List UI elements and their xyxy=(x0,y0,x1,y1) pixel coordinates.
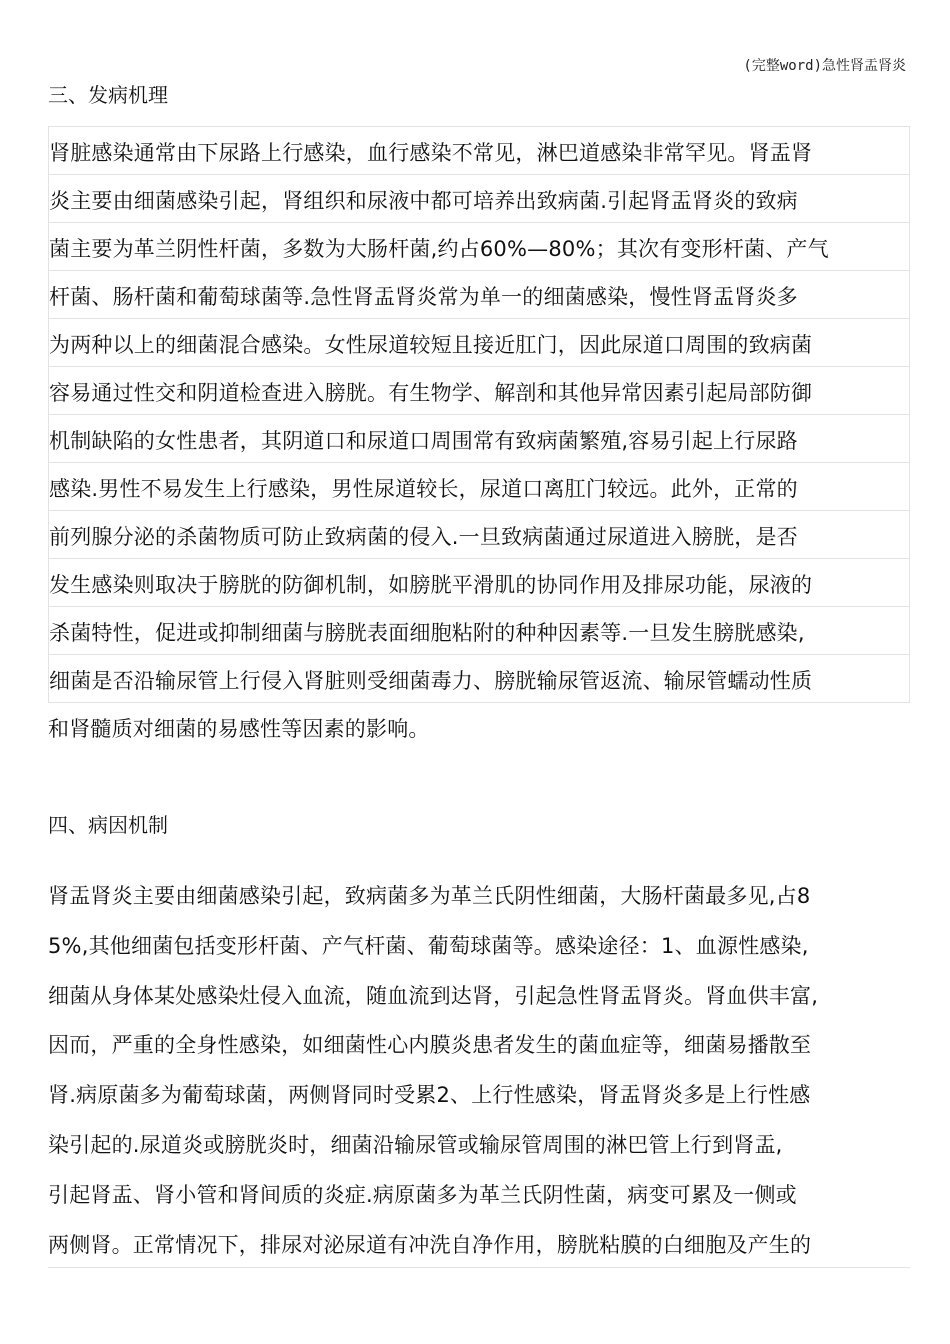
section-3-line: 和肾髓质对细菌的易感性等因素的影响。 xyxy=(48,717,430,741)
section-3-line: 容易通过性交和阴道检查进入膀胱。有生物学、解剖和其他异常因素引起局部防御 xyxy=(48,367,910,415)
section-4-heading-block xyxy=(48,810,910,840)
section-3-line: 前列腺分泌的杀菌物质可防止致病菌的侵入.一旦致病菌通过尿道进入膀胱，是否 xyxy=(48,511,910,559)
section-4-line: 因而，严重的全身性感染，如细菌性心内膜炎患者发生的菌血症等，细菌易播散至 xyxy=(48,1033,812,1058)
section-4-body xyxy=(48,870,910,1268)
section-3-line: 炎主要由细菌感染引起，肾组织和尿液中都可培养出致病菌.引起肾盂肾炎的致病 xyxy=(48,175,910,223)
section-3-line: 机制缺陷的女性患者，其阴道口和尿道口周围常有致病菌繁殖,容易引起上行尿路 xyxy=(48,415,910,463)
section-3-line: 发生感染则取决于膀胱的防御机制，如膀胱平滑肌的协同作用及排尿功能，尿液的 xyxy=(48,559,910,607)
section-3-body xyxy=(48,126,910,751)
section-4-heading: 四、病因机制 xyxy=(48,813,168,837)
section-3-line: 杆菌、肠杆菌和葡萄球菌等.急性肾盂肾炎常为单一的细菌感染，慢性肾盂肾炎多 xyxy=(48,271,910,319)
section-3-heading-block xyxy=(48,80,910,110)
section-3-heading: 三、发病机理 xyxy=(48,83,168,107)
section-4-line: 肾盂肾炎主要由细菌感染引起，致病菌多为革兰氏阴性细菌，大肠杆菌最多见,占8 xyxy=(48,884,811,908)
section-4-line: 两侧肾。正常情况下，排尿对泌尿道有冲洗自净作用，膀胱粘膜的白细胞及产生的 xyxy=(48,1219,910,1269)
section-4-line: 肾.病原菌多为葡萄球菌，两侧肾同时受累2、上行性感染，肾盂肾炎多是上行性感 xyxy=(48,1083,811,1108)
section-4-line: 细菌从身体某处感染灶侵入血流，随血流到达肾，引起急性肾盂肾炎。肾血供丰富, xyxy=(48,983,819,1008)
section-4-line: 5%,其他细菌包括变形杆菌、产气杆菌、葡萄球菌等。感染途径：1、血源性感染, xyxy=(48,933,809,958)
section-4-line: 引起肾盂、肾小管和肾间质的炎症.病原菌多为革兰氏阴性菌，病变可累及一侧或 xyxy=(48,1182,797,1207)
document-header-title: (完整word)急性肾盂肾炎 xyxy=(743,58,906,74)
section-3-line: 感染.男性不易发生上行感染，男性尿道较长，尿道口离肛门较远。此外，正常的 xyxy=(48,463,910,511)
section-3-line: 杀菌特性，促进或抑制细菌与膀胱表面细胞粘附的种种因素等.一旦发生膀胱感染, xyxy=(48,607,910,655)
section-3-line: 肾脏感染通常由下尿路上行感染，血行感染不常见，淋巴道感染非常罕见。肾盂肾 xyxy=(48,127,910,175)
section-3-line: 细菌是否沿输尿管上行侵入肾脏则受细菌毒力、膀胱输尿管返流、输尿管蠕动性质 xyxy=(48,655,910,703)
section-4-line: 染引起的.尿道炎或膀胱炎时，细菌沿输尿管或输尿管周围的淋巴管上行到肾盂, xyxy=(48,1132,783,1157)
section-3-line: 菌主要为革兰阴性杆菌，多数为大肠杆菌,约占60%—80%；其次有变形杆菌、产气 xyxy=(48,223,910,271)
section-3-line: 为两种以上的细菌混合感染。女性尿道较短且接近肛门，因此尿道口周围的致病菌 xyxy=(48,319,910,367)
